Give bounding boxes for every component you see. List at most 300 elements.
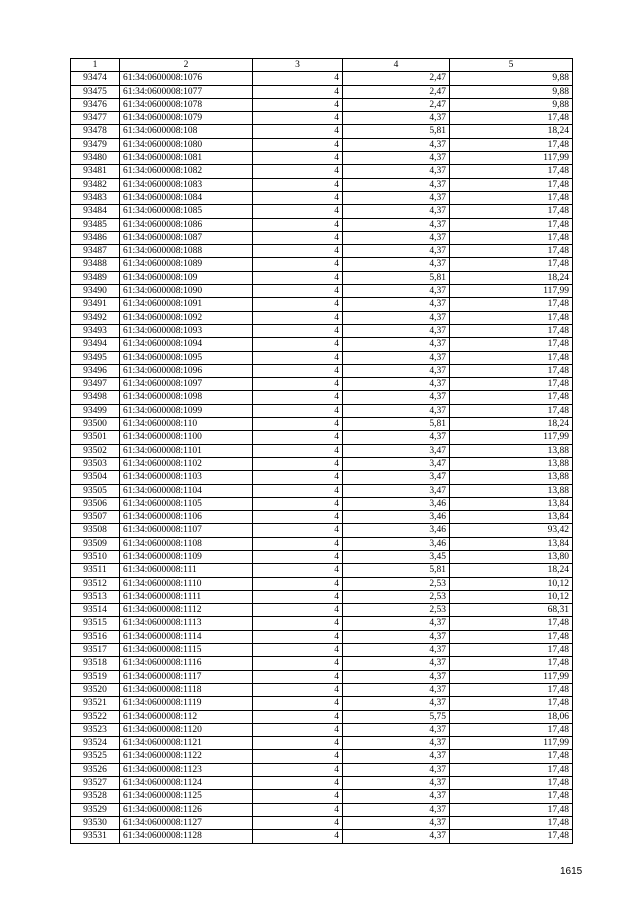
table-cell: 61:34:0600008:1122 — [120, 750, 253, 763]
table-cell: 4 — [253, 112, 343, 125]
table-cell: 17,48 — [450, 630, 573, 643]
column-header: 4 — [343, 59, 450, 72]
table-cell: 4 — [253, 258, 343, 271]
table-cell: 2,47 — [343, 98, 450, 111]
table-cell: 4 — [253, 271, 343, 284]
table-cell: 4,37 — [343, 285, 450, 298]
table-cell: 61:34:0600008:1118 — [120, 683, 253, 696]
table-cell: 93518 — [71, 657, 120, 670]
table-cell: 17,48 — [450, 830, 573, 843]
table-cell: 4,37 — [343, 790, 450, 803]
table-cell: 93,42 — [450, 524, 573, 537]
table-row — [71, 404, 573, 417]
table-cell: 17,48 — [450, 404, 573, 417]
table-cell: 4,37 — [343, 231, 450, 244]
table-cell: 93478 — [71, 125, 120, 138]
table-cell: 5,75 — [343, 710, 450, 723]
table-row — [71, 138, 573, 151]
table-cell: 93521 — [71, 697, 120, 710]
table-cell: 61:34:0600008:1102 — [120, 457, 253, 470]
data-table — [70, 58, 573, 844]
table-row — [71, 657, 573, 670]
table-cell: 13,80 — [450, 550, 573, 563]
table-cell: 61:34:0600008:1079 — [120, 112, 253, 125]
table-cell: 61:34:0600008:1117 — [120, 670, 253, 683]
table-cell: 93484 — [71, 205, 120, 218]
table-row — [71, 351, 573, 364]
table-cell: 13,88 — [450, 484, 573, 497]
table-cell: 93520 — [71, 683, 120, 696]
table-row — [71, 683, 573, 696]
table-cell: 4 — [253, 231, 343, 244]
table-cell: 61:34:0600008:1112 — [120, 604, 253, 617]
table-cell: 93525 — [71, 750, 120, 763]
table-row — [71, 737, 573, 750]
table-cell: 4 — [253, 72, 343, 85]
table-cell: 61:34:0600008:1101 — [120, 444, 253, 457]
table-cell: 4,37 — [343, 617, 450, 630]
table-row — [71, 98, 573, 111]
table-cell: 93510 — [71, 550, 120, 563]
table-cell: 4 — [253, 364, 343, 377]
table-cell: 17,48 — [450, 723, 573, 736]
table-row — [71, 205, 573, 218]
table-cell: 13,88 — [450, 471, 573, 484]
table-row — [71, 364, 573, 377]
table-cell: 117,99 — [450, 285, 573, 298]
table-cell: 17,48 — [450, 790, 573, 803]
table-row — [71, 285, 573, 298]
table-row — [71, 471, 573, 484]
column-header: 5 — [450, 59, 573, 72]
table-cell: 4 — [253, 816, 343, 829]
table-cell: 61:34:0600008:1089 — [120, 258, 253, 271]
table-cell: 17,48 — [450, 750, 573, 763]
table-cell: 4,37 — [343, 298, 450, 311]
table-cell: 4 — [253, 497, 343, 510]
table-cell: 4 — [253, 471, 343, 484]
table-cell: 17,48 — [450, 311, 573, 324]
page-number: 1615 — [560, 866, 583, 877]
table-row — [71, 750, 573, 763]
table-cell: 61:34:0600008:1087 — [120, 231, 253, 244]
table-row — [71, 723, 573, 736]
table-cell: 4 — [253, 777, 343, 790]
table-cell: 4,37 — [343, 777, 450, 790]
table-cell: 3,47 — [343, 471, 450, 484]
table-cell: 17,48 — [450, 205, 573, 218]
table-cell: 93526 — [71, 763, 120, 776]
table-cell: 61:34:0600008:1082 — [120, 165, 253, 178]
table-cell: 93513 — [71, 590, 120, 603]
table-row — [71, 152, 573, 165]
table-cell: 4,37 — [343, 138, 450, 151]
table-cell: 4,37 — [343, 670, 450, 683]
table-cell: 93494 — [71, 338, 120, 351]
table-cell: 61:34:0600008:1090 — [120, 285, 253, 298]
table-cell: 61:34:0600008:1128 — [120, 830, 253, 843]
table-row — [71, 391, 573, 404]
table-cell: 5,81 — [343, 271, 450, 284]
table-cell: 4,37 — [343, 644, 450, 657]
table-cell: 4 — [253, 670, 343, 683]
table-cell: 93529 — [71, 803, 120, 816]
column-header: 1 — [71, 59, 120, 72]
table-cell: 17,48 — [450, 324, 573, 337]
table-cell: 4 — [253, 245, 343, 258]
table-header-row — [71, 59, 573, 72]
table-cell: 117,99 — [450, 431, 573, 444]
table-cell: 3,46 — [343, 497, 450, 510]
table-cell: 4 — [253, 457, 343, 470]
table-cell: 4 — [253, 418, 343, 431]
table-cell: 4 — [253, 351, 343, 364]
table-cell: 93512 — [71, 577, 120, 590]
table-cell: 61:34:0600008:1107 — [120, 524, 253, 537]
table-row — [71, 112, 573, 125]
table-cell: 93530 — [71, 816, 120, 829]
table-cell: 4 — [253, 723, 343, 736]
table-cell: 93528 — [71, 790, 120, 803]
table-cell: 4,37 — [343, 830, 450, 843]
table-cell: 4 — [253, 378, 343, 391]
table-cell: 5,81 — [343, 564, 450, 577]
table-row — [71, 644, 573, 657]
table-cell: 17,48 — [450, 298, 573, 311]
table-cell: 61:34:0600008:111 — [120, 564, 253, 577]
table-cell: 61:34:0600008:1125 — [120, 790, 253, 803]
table-cell: 4,37 — [343, 391, 450, 404]
table-cell: 17,48 — [450, 391, 573, 404]
table-row — [71, 803, 573, 816]
table-cell: 4 — [253, 311, 343, 324]
table-cell: 2,47 — [343, 85, 450, 98]
table-cell: 93507 — [71, 511, 120, 524]
table-row — [71, 444, 573, 457]
table-row — [71, 85, 573, 98]
column-header: 2 — [120, 59, 253, 72]
table-cell: 3,47 — [343, 444, 450, 457]
table-cell: 4 — [253, 550, 343, 563]
table-cell: 93527 — [71, 777, 120, 790]
table-cell: 93489 — [71, 271, 120, 284]
table-cell: 4,37 — [343, 364, 450, 377]
table-cell: 61:34:0600008:1099 — [120, 404, 253, 417]
table-cell: 17,48 — [450, 178, 573, 191]
table-row — [71, 191, 573, 204]
table-cell: 4,37 — [343, 683, 450, 696]
table-cell: 4 — [253, 125, 343, 138]
table-cell: 13,84 — [450, 511, 573, 524]
table-cell: 5,81 — [343, 125, 450, 138]
table-cell: 61:34:0600008:108 — [120, 125, 253, 138]
table-cell: 3,45 — [343, 550, 450, 563]
table-cell: 4,37 — [343, 697, 450, 710]
table-cell: 61:34:0600008:1124 — [120, 777, 253, 790]
table-cell: 4 — [253, 85, 343, 98]
table-row — [71, 271, 573, 284]
table-cell: 4,37 — [343, 404, 450, 417]
table-cell: 18,24 — [450, 125, 573, 138]
table-cell: 17,48 — [450, 803, 573, 816]
table-cell: 4 — [253, 404, 343, 417]
table-cell: 93497 — [71, 378, 120, 391]
table-cell: 93509 — [71, 537, 120, 550]
table-row — [71, 165, 573, 178]
table-cell: 4 — [253, 205, 343, 218]
table-cell: 3,46 — [343, 511, 450, 524]
table-cell: 17,48 — [450, 165, 573, 178]
table-cell: 93506 — [71, 497, 120, 510]
table-cell: 61:34:0600008:1116 — [120, 657, 253, 670]
table-cell: 4 — [253, 630, 343, 643]
table-cell: 4,37 — [343, 258, 450, 271]
table-cell: 17,48 — [450, 351, 573, 364]
table-cell: 93519 — [71, 670, 120, 683]
table-cell: 17,48 — [450, 657, 573, 670]
table-cell: 93488 — [71, 258, 120, 271]
table-cell: 4 — [253, 644, 343, 657]
table-cell: 93516 — [71, 630, 120, 643]
table-cell: 61:34:0600008:1093 — [120, 324, 253, 337]
table-cell: 18,06 — [450, 710, 573, 723]
table-row — [71, 577, 573, 590]
table-cell: 4 — [253, 710, 343, 723]
table-cell: 93491 — [71, 298, 120, 311]
table-cell: 13,84 — [450, 497, 573, 510]
table-cell: 4 — [253, 803, 343, 816]
table-row — [71, 697, 573, 710]
table-cell: 61:34:0600008:1108 — [120, 537, 253, 550]
table-row — [71, 790, 573, 803]
table-cell: 61:34:0600008:1083 — [120, 178, 253, 191]
table-cell: 61:34:0600008:1113 — [120, 617, 253, 630]
table-cell: 61:34:0600008:1076 — [120, 72, 253, 85]
table-row — [71, 537, 573, 550]
table-cell: 61:34:0600008:1114 — [120, 630, 253, 643]
table-cell: 4,37 — [343, 803, 450, 816]
table-cell: 93523 — [71, 723, 120, 736]
table-row — [71, 550, 573, 563]
table-row — [71, 258, 573, 271]
table-cell: 93486 — [71, 231, 120, 244]
table-cell: 61:34:0600008:1095 — [120, 351, 253, 364]
table-cell: 17,48 — [450, 138, 573, 151]
table-row — [71, 298, 573, 311]
table-cell: 93481 — [71, 165, 120, 178]
table-cell: 93508 — [71, 524, 120, 537]
table-cell: 17,48 — [450, 644, 573, 657]
table-row — [71, 511, 573, 524]
table-cell: 17,48 — [450, 777, 573, 790]
table-cell: 4,37 — [343, 763, 450, 776]
table-cell: 93499 — [71, 404, 120, 417]
table-cell: 10,12 — [450, 590, 573, 603]
table-cell: 9,88 — [450, 98, 573, 111]
table-cell: 4,37 — [343, 218, 450, 231]
table-cell: 93515 — [71, 617, 120, 630]
table-cell: 13,88 — [450, 457, 573, 470]
table-cell: 68,31 — [450, 604, 573, 617]
table-cell: 4 — [253, 444, 343, 457]
table-cell: 4 — [253, 537, 343, 550]
table-cell: 4 — [253, 511, 343, 524]
table-cell: 4,37 — [343, 351, 450, 364]
table-cell: 4 — [253, 830, 343, 843]
table-cell: 4 — [253, 790, 343, 803]
table-cell: 4 — [253, 298, 343, 311]
table-cell: 4 — [253, 564, 343, 577]
table-cell: 4 — [253, 338, 343, 351]
table-row — [71, 72, 573, 85]
table-cell: 93495 — [71, 351, 120, 364]
table-cell: 4 — [253, 697, 343, 710]
table-cell: 93483 — [71, 191, 120, 204]
table-cell: 17,48 — [450, 697, 573, 710]
table-cell: 3,46 — [343, 537, 450, 550]
table-cell: 5,81 — [343, 418, 450, 431]
table-cell: 61:34:0600008:1094 — [120, 338, 253, 351]
table-cell: 4 — [253, 98, 343, 111]
table-cell: 4,37 — [343, 165, 450, 178]
table-cell: 4 — [253, 657, 343, 670]
table-cell: 61:34:0600008:1097 — [120, 378, 253, 391]
table-cell: 4 — [253, 218, 343, 231]
table-cell: 93475 — [71, 85, 120, 98]
table-cell: 13,84 — [450, 537, 573, 550]
table-cell: 17,48 — [450, 245, 573, 258]
table-cell: 2,53 — [343, 604, 450, 617]
table-cell: 4 — [253, 590, 343, 603]
table-body — [71, 72, 573, 843]
table-cell: 17,48 — [450, 617, 573, 630]
table-cell: 93496 — [71, 364, 120, 377]
table-row — [71, 670, 573, 683]
table-cell: 4 — [253, 391, 343, 404]
table-cell: 4 — [253, 178, 343, 191]
table-cell: 93517 — [71, 644, 120, 657]
table-cell: 61:34:0600008:1086 — [120, 218, 253, 231]
table-cell: 61:34:0600008:1123 — [120, 763, 253, 776]
table-cell: 93493 — [71, 324, 120, 337]
table-cell: 93500 — [71, 418, 120, 431]
table-row — [71, 178, 573, 191]
table-cell: 61:34:0600008:109 — [120, 271, 253, 284]
table-cell: 4 — [253, 604, 343, 617]
table-cell: 17,48 — [450, 816, 573, 829]
table-cell: 4,37 — [343, 324, 450, 337]
table-cell: 4 — [253, 324, 343, 337]
table-cell: 4,37 — [343, 750, 450, 763]
table-row — [71, 338, 573, 351]
table-cell: 93498 — [71, 391, 120, 404]
table-cell: 4,37 — [343, 205, 450, 218]
table-cell: 17,48 — [450, 378, 573, 391]
table-cell: 61:34:0600008:1085 — [120, 205, 253, 218]
table-cell: 2,47 — [343, 72, 450, 85]
table-cell: 4,37 — [343, 723, 450, 736]
table-cell: 3,47 — [343, 457, 450, 470]
table-cell: 93492 — [71, 311, 120, 324]
table-cell: 17,48 — [450, 338, 573, 351]
table-row — [71, 763, 573, 776]
table-cell: 2,53 — [343, 590, 450, 603]
table-row — [71, 497, 573, 510]
table-cell: 93514 — [71, 604, 120, 617]
table-cell: 93477 — [71, 112, 120, 125]
table-cell: 4 — [253, 285, 343, 298]
table-row — [71, 830, 573, 843]
table-row — [71, 777, 573, 790]
table-cell: 2,53 — [343, 577, 450, 590]
table-cell: 4,37 — [343, 657, 450, 670]
table-cell: 13,88 — [450, 444, 573, 457]
table-cell: 17,48 — [450, 364, 573, 377]
table-cell: 93480 — [71, 152, 120, 165]
table-cell: 117,99 — [450, 737, 573, 750]
table-cell: 61:34:0600008:1110 — [120, 577, 253, 590]
table-row — [71, 431, 573, 444]
table-cell: 4 — [253, 577, 343, 590]
table-cell: 93485 — [71, 218, 120, 231]
table-row — [71, 630, 573, 643]
table-cell: 93503 — [71, 457, 120, 470]
table-cell: 61:34:0600008:112 — [120, 710, 253, 723]
table-cell: 18,24 — [450, 418, 573, 431]
table-cell: 117,99 — [450, 152, 573, 165]
table-cell: 93479 — [71, 138, 120, 151]
table-cell: 17,48 — [450, 218, 573, 231]
table-row — [71, 218, 573, 231]
table-cell: 9,88 — [450, 72, 573, 85]
table-cell: 17,48 — [450, 258, 573, 271]
table-cell: 4 — [253, 431, 343, 444]
table-cell: 17,48 — [450, 683, 573, 696]
table-cell: 61:34:0600008:1077 — [120, 85, 253, 98]
table-row — [71, 484, 573, 497]
table-row — [71, 564, 573, 577]
table-row — [71, 418, 573, 431]
table-cell: 93474 — [71, 72, 120, 85]
table-cell: 4 — [253, 750, 343, 763]
table-cell: 61:34:0600008:1103 — [120, 471, 253, 484]
table-cell: 9,88 — [450, 85, 573, 98]
table-cell: 93501 — [71, 431, 120, 444]
table-row — [71, 710, 573, 723]
table-cell: 4,37 — [343, 178, 450, 191]
table-row — [71, 524, 573, 537]
table-cell: 4 — [253, 165, 343, 178]
table-cell: 3,46 — [343, 524, 450, 537]
table-row — [71, 617, 573, 630]
table-cell: 61:34:0600008:1105 — [120, 497, 253, 510]
table-cell: 18,24 — [450, 564, 573, 577]
table-cell: 93490 — [71, 285, 120, 298]
table-cell: 61:34:0600008:1127 — [120, 816, 253, 829]
table-cell: 61:34:0600008:1115 — [120, 644, 253, 657]
table-cell: 4,37 — [343, 431, 450, 444]
table-cell: 93502 — [71, 444, 120, 457]
table-cell: 4,37 — [343, 112, 450, 125]
table-cell: 4 — [253, 191, 343, 204]
table-cell: 61:34:0600008:1088 — [120, 245, 253, 258]
table-row — [71, 125, 573, 138]
table-cell: 93511 — [71, 564, 120, 577]
table-cell: 61:34:0600008:110 — [120, 418, 253, 431]
table-cell: 4,37 — [343, 311, 450, 324]
table-cell: 61:34:0600008:1098 — [120, 391, 253, 404]
table-cell: 61:34:0600008:1084 — [120, 191, 253, 204]
